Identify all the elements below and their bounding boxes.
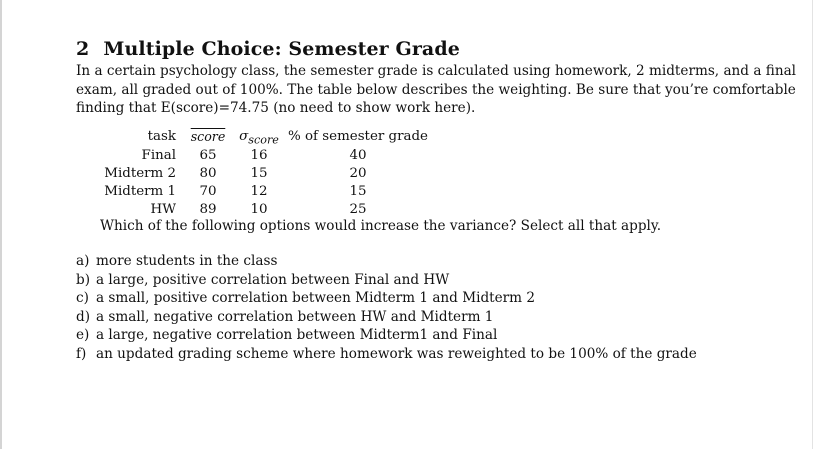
option-label: d) [76, 308, 91, 325]
table-header-sigma [235, 129, 283, 147]
table-cell-percent: 25 [349, 202, 367, 217]
sigma-symbol: σ [239, 129, 249, 144]
table-cell-task: HW [150, 202, 176, 217]
option-b [76, 271, 697, 290]
section-number: 2 [76, 38, 90, 60]
option-text: a large, negative correlation between Midterm1 and Final [96, 327, 498, 344]
option-label: e) [76, 327, 90, 344]
option-a [76, 252, 697, 271]
option-label: f) [76, 345, 87, 362]
option-text: an updated grading scheme where homework was reweighted to be 100% of the grade [96, 345, 697, 362]
intro-paragraph [76, 62, 797, 118]
table-cell-score: 65 [199, 148, 217, 163]
section-heading [76, 38, 460, 60]
page-left-edge [0, 0, 2, 449]
option-d [76, 308, 697, 327]
table-cell-sigma: 12 [250, 184, 268, 199]
table-cell-score: 70 [199, 184, 217, 199]
option-e [76, 326, 697, 345]
option-text: more students in the class [96, 253, 278, 269]
table-cell-score: 89 [199, 202, 217, 217]
intro-line: In a certain psychology class, the semester grade is calculated using homework, 2 midterms, and a final [76, 63, 797, 79]
question-text: Which of the following options would increase the variance? Select all that apply. [100, 218, 662, 234]
table-cell-sigma: 16 [250, 148, 268, 163]
sigma-subscript: score [248, 133, 279, 147]
intro-line: finding that E(score)=74.75 (no need to show work here). [76, 100, 476, 117]
intro-line: exam, all graded out of 100%. The table below describes the weighting. Be sure that you’re comfortable [76, 81, 796, 98]
option-text: a small, positive correlation between Midterm 1 and Midterm 2 [96, 290, 536, 307]
table-cell-percent: 20 [349, 166, 367, 181]
table-cell-percent: 15 [349, 184, 367, 199]
table-cell-sigma: 10 [250, 202, 268, 217]
page-right-edge [812, 0, 813, 449]
table-header-task: task [147, 129, 176, 144]
option-text: a large, positive correlation between Final and HW [96, 271, 450, 288]
score-mean-symbol: score [190, 129, 226, 144]
table-header-percent: % of semester grade [288, 129, 428, 144]
table-cell-task: Final [141, 148, 176, 163]
section-title: Multiple Choice: Semester Grade [103, 38, 460, 60]
option-f [76, 345, 697, 364]
table-header-score [185, 129, 231, 145]
option-text: a small, negative correlation between HW and Midterm 1 [96, 308, 494, 325]
option-label: b) [76, 271, 91, 288]
option-label: c) [76, 290, 89, 307]
options-list [76, 252, 697, 364]
option-label: a) [76, 253, 90, 269]
table-cell-percent: 40 [349, 148, 367, 163]
option-c [76, 289, 697, 308]
table-cell-task: Midterm 1 [104, 184, 176, 199]
table-cell-task: Midterm 2 [104, 166, 176, 181]
table-cell-sigma: 15 [250, 166, 268, 181]
table-cell-score: 80 [199, 166, 217, 181]
